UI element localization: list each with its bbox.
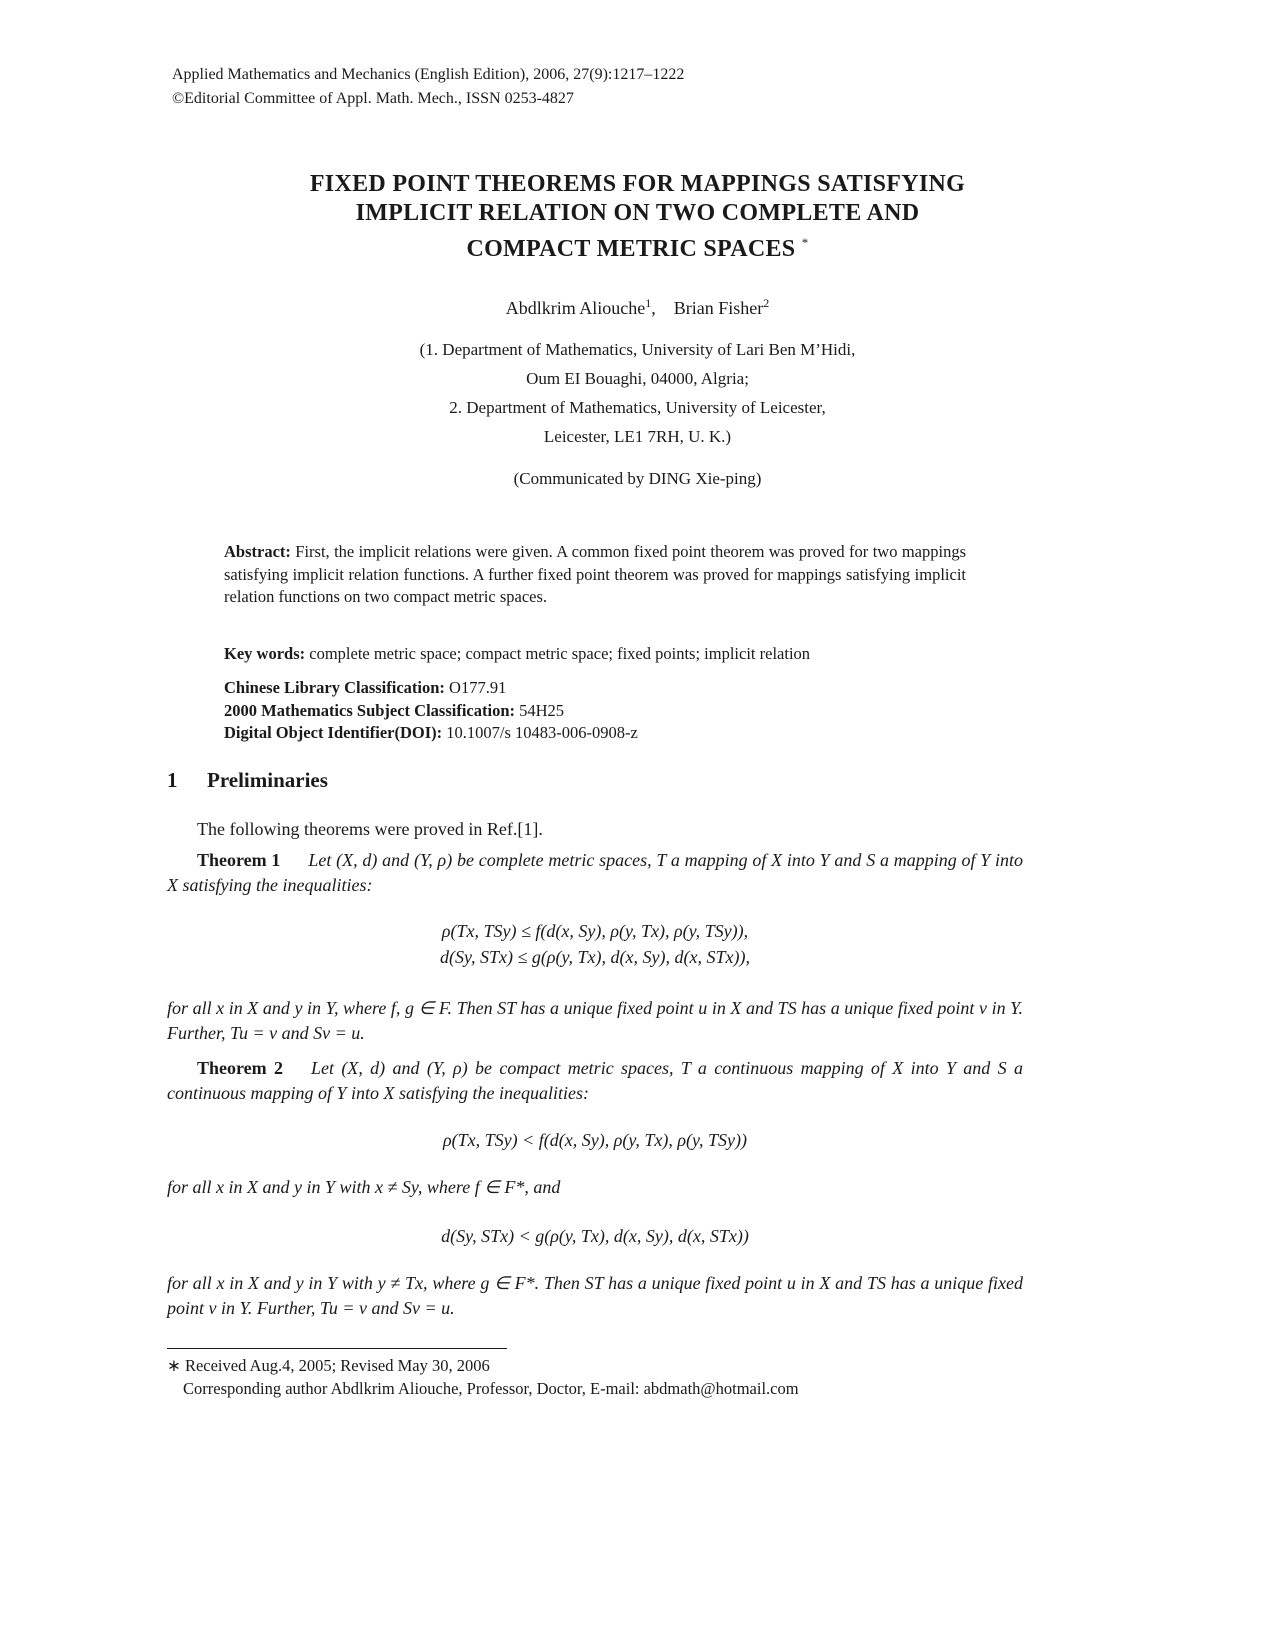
footnote-rule bbox=[167, 1348, 507, 1349]
theorem-1-statement bbox=[167, 848, 1023, 898]
keywords bbox=[224, 643, 810, 666]
paper-title bbox=[160, 170, 1115, 264]
footnote bbox=[167, 1354, 799, 1400]
author-affiliation-mark: 2 bbox=[763, 296, 770, 310]
doi-value[interactable]: 10.1007/s 10483-006-0908-z bbox=[446, 723, 638, 742]
abstract bbox=[224, 541, 966, 609]
theorem-2-heading: Theorem 2 bbox=[197, 1058, 283, 1078]
theorem-2-statement bbox=[167, 1056, 1023, 1106]
affiliations bbox=[160, 335, 1115, 451]
theorem-1-text: Let (X, d) and (Y, ρ) be complete metric spaces, T a mapping of X into Y and S a mapping of Y into X satisfying the inequalities: bbox=[167, 850, 1024, 895]
copyright-line: ©Editorial Committee of Appl. Math. Mech., ISSN 0253-4827 bbox=[172, 90, 574, 107]
title-footnote-mark: * bbox=[801, 235, 809, 250]
affiliation-line: Leicester, LE1 7RH, U. K.) bbox=[543, 427, 732, 446]
abstract-label: Abstract: bbox=[224, 542, 291, 561]
footnote-received: ∗ Received Aug.4, 2005; Revised May 30, 2006 bbox=[167, 1356, 490, 1375]
title-line-3 bbox=[160, 228, 1115, 264]
author-affiliation-mark: 1 bbox=[645, 296, 652, 310]
theorem-2-equation-2 bbox=[167, 1223, 1023, 1249]
author-name: Brian Fisher bbox=[673, 298, 764, 318]
equation: d(Sy, STx) ≤ g(ρ(y, Tx), d(x, Sy), d(x, STx)), bbox=[440, 947, 750, 967]
journal-citation: Applied Mathematics and Mechanics (English Edition), 2006, 27(9):1217–1222 bbox=[172, 66, 685, 83]
section-heading bbox=[167, 768, 328, 793]
clc-label: Chinese Library Classification: bbox=[224, 678, 445, 697]
section-title: Preliminaries bbox=[207, 768, 328, 792]
theorem-2-middle: for all x in X and y in Y with x ≠ Sy, where f ∈ F*, and bbox=[167, 1177, 561, 1197]
footnote-corresponding: Corresponding author Abdlkrim Aliouche, Professor, Doctor, E-mail: abdmath@hotmail.com bbox=[183, 1379, 799, 1398]
theorem-1-heading: Theorem 1 bbox=[197, 850, 281, 870]
keywords-label: Key words: bbox=[224, 644, 306, 663]
keywords-text: complete metric space; compact metric space; fixed points; implicit relation bbox=[309, 644, 811, 663]
theorem-2-text: Let (X, d) and (Y, ρ) be compact metric spaces, T a continuous mapping of X into Y and S a continuous mapping of Y into X satisfying the inequalities: bbox=[167, 1058, 1023, 1103]
equation: ρ(Tx, TSy) < f(d(x, Sy), ρ(y, Tx), ρ(y, TSy)) bbox=[443, 1130, 747, 1150]
communicated-by: (Communicated by DING Xie-ping) bbox=[513, 469, 762, 488]
intro-paragraph: The following theorems were proved in Ref.[1]. bbox=[197, 819, 543, 839]
title-line-1: FIXED POINT THEOREMS FOR MAPPINGS SATISFYING bbox=[309, 171, 966, 197]
clc-value: O177.91 bbox=[449, 678, 507, 697]
title-line-2: IMPLICIT RELATION ON TWO COMPLETE AND bbox=[355, 200, 920, 226]
abstract-text: First, the implicit relations were given. A common fixed point theorem was proved for two mappings satisfying implicit relation functions. A further fixed point theorem was proved for mappings satisfying implicit relation functions on two compact metric spaces. bbox=[224, 542, 966, 606]
equation: d(Sy, STx) < g(ρ(y, Tx), d(x, Sy), d(x, STx)) bbox=[441, 1226, 749, 1246]
msc-label: 2000 Mathematics Subject Classification: bbox=[224, 700, 516, 720]
msc-value: 54H25 bbox=[519, 700, 565, 720]
classification-block bbox=[224, 677, 638, 745]
affiliation-line: Oum EI Bouaghi, 04000, Algria; bbox=[526, 369, 749, 388]
section-number: 1 bbox=[167, 768, 178, 792]
doi-line bbox=[224, 722, 638, 745]
author-name: Abdlkrim Aliouche bbox=[505, 298, 646, 318]
theorem-1-conclusion: for all x in X and y in Y, where f, g ∈ F. Then ST has a unique fixed point u in X and TS has a unique fixed point v in Y. Further, Tu = v and Sv = u. bbox=[167, 998, 1023, 1043]
doi-label: Digital Object Identifier(DOI): bbox=[224, 723, 443, 742]
author-list: Abdlkrim Aliouche$^1$, Brian Fisher$^2$ bbox=[505, 296, 770, 318]
msc-line bbox=[224, 700, 638, 723]
theorem-2-conclusion: for all x in X and y in Y with y ≠ Tx, where g ∈ F*. Then ST has a unique fixed point u in X and TS has a unique fixed point v in Y. Further, Tu = v and Sv = u. bbox=[167, 1273, 1023, 1318]
equation: ρ(Tx, TSy) ≤ f(d(x, Sy), ρ(y, Tx), ρ(y, TSy)), bbox=[441, 921, 749, 941]
clc-line bbox=[224, 677, 638, 700]
affiliation-line: 2. Department of Mathematics, University of Leicester, bbox=[449, 398, 826, 417]
title-line-3-text: COMPACT METRIC SPACES bbox=[466, 236, 796, 262]
affiliation-line: (1. Department of Mathematics, University of Lari Ben M’Hidi, bbox=[419, 340, 856, 359]
theorem-2-equation-1 bbox=[167, 1127, 1023, 1153]
theorem-1-equations bbox=[167, 918, 1023, 970]
